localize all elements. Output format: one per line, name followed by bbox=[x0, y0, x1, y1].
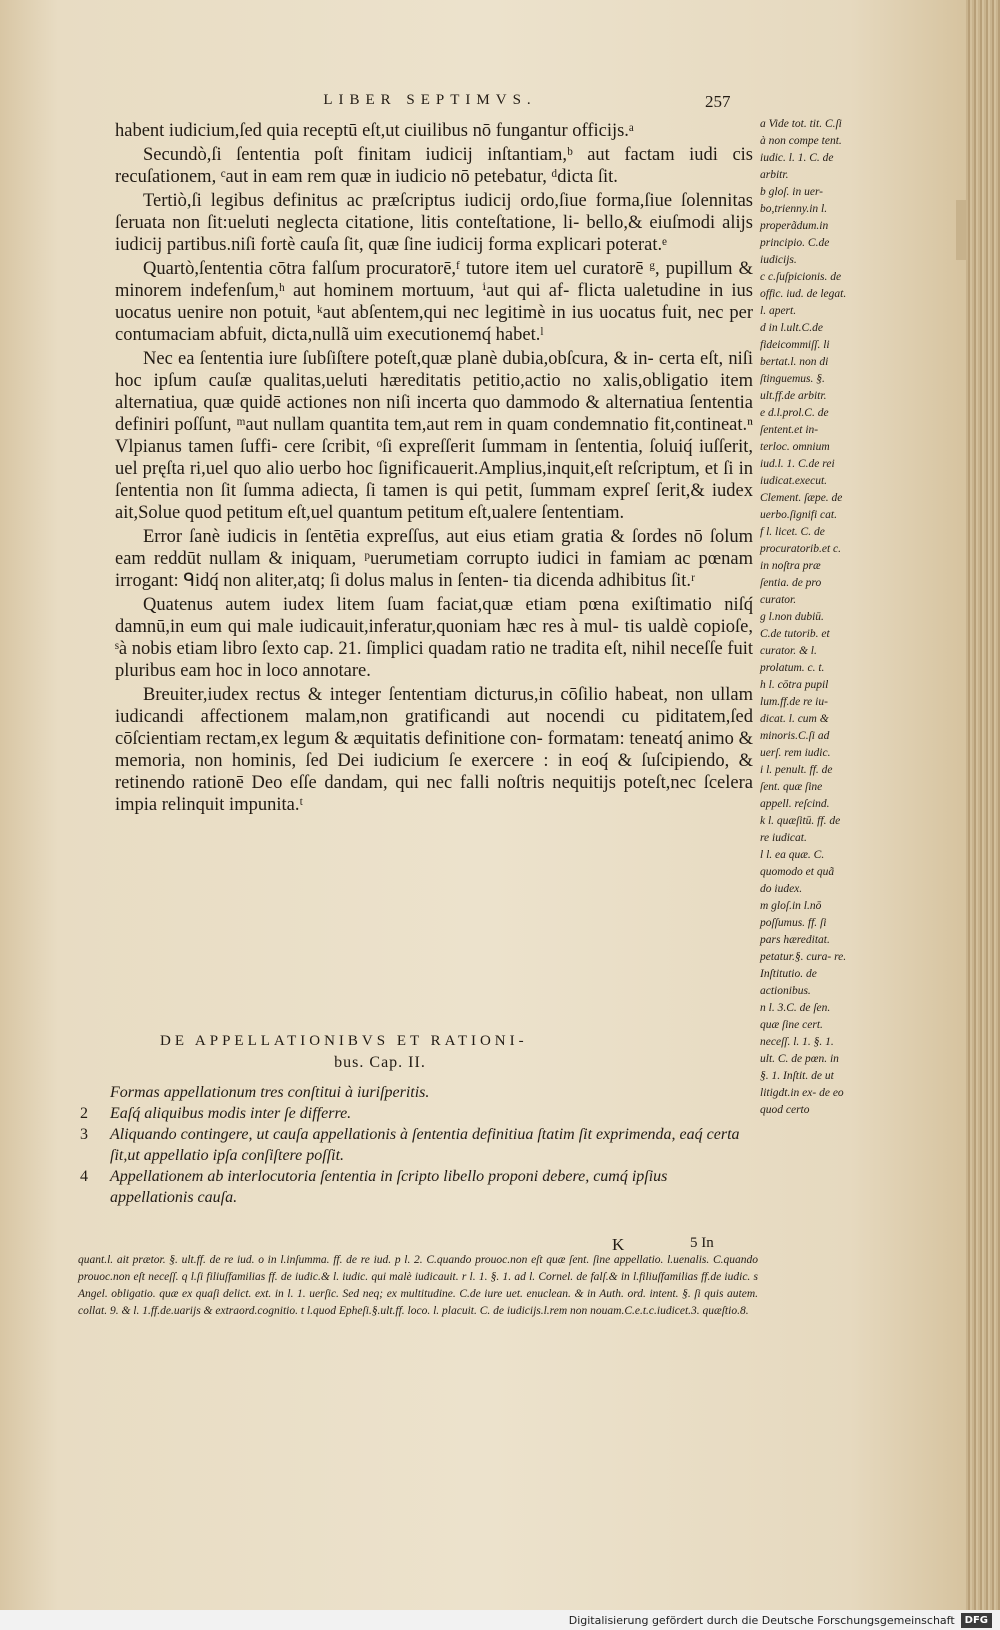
paragraph: Breuiter,iudex rectus & integer ſententiam dicturus,in cōſilio habeat, non ullam iudicandi affectionem malam,non gratificandi aut nocendi cu piditatem,ſed cōſcientiam rectam,ex legum & æquitatis definitione con- formatam: teneatq́ animo & memoria, non hominis, ſed Dei iudicium ſe exercere : in eoq́ & ſuſcipiendo, & retinendo rationē Deo eſſe dandam, qui nec falli noſtris nequitijs poteſt,nec ſcelera impia relinquit impunita.ᵗ bbox=[115, 685, 753, 815]
summary-number: 3 bbox=[80, 1126, 88, 1143]
summary-number: 4 bbox=[80, 1168, 88, 1185]
paragraph: Nec ea ſententia iure ſubſiſtere poteſt,quæ planè dubia,obſcura, & in- certa eſt, niſi hoc ipſum cauſæ qualitas,ueluti hæreditatis petitio,actio no xalis,obligatio item alternatiua, quæ quidē actiones non niſi incerta quo dammodo & alternatiua ſententia definiri poſſunt, ᵐaut nullam quantita tem,aut rem in quam condemnatio fit,contineat.ⁿ Vlpianus tamen ſuffi- cere ſcribit, ᵒſi expreſſerit ſummam in ſententia, ſoluiq́ iuſſerit, uel pręſta ri,uel quo alio uerbo hoc ſignificauerit.Amplius,inquit,eſt reſcriptum, et ſi in ſententia non ſit ſumma adiecta, ſi tamen is qui petit, ſummam expreſ ſerit,& iudex ait,Solue quod petitum eſt,uel quantum petitum eſt,ualere ſententiam. bbox=[115, 349, 753, 523]
margin-note: m gloſ.in l.nō poſſumus. ff. ſi pars hæreditat. petatur.§. cura- re. Inſtitutio. de actionibus. bbox=[760, 900, 847, 997]
margin-note: c c.ſuſpicionis. de offic. iud. de legat. l. apert. bbox=[760, 271, 847, 317]
paragraph: habent iudicium,ſed quia receptū eſt,ut ciuilibus nō fungantur officijs.ᵃ bbox=[115, 121, 634, 141]
paragraph: Tertiò,ſi legibus definitus ac præſcriptus iudicij ordo,ſiue forma,ſiue ſolennitas ſeruata non ſit:ueluti neglecta citatione, litis conteſtatione, li- bello,& eiuſmodi alijs iudicij partibus.niſi fortè cauſa ſit, quæ ſine iudicij forma explicari poterat.ᵉ bbox=[115, 191, 753, 255]
main-text bbox=[115, 120, 753, 818]
dfg-logo: DFG bbox=[961, 1613, 992, 1628]
catchword: 5 In bbox=[690, 1235, 714, 1251]
margin-note: g l.non dubiū. C.de tutorib. et curator. & l. prolatum. c. t. bbox=[760, 611, 830, 674]
page-edge bbox=[966, 0, 1000, 1610]
folio-number: 257 bbox=[705, 92, 731, 111]
chapter-heading-line2: bus. Cap. II. bbox=[334, 1054, 426, 1071]
summary-item bbox=[80, 1103, 752, 1124]
margin-note: i l. penult. ff. de ſent. quæ ſine appell. reſcind. bbox=[760, 764, 833, 810]
paragraph: Secundò,ſi ſententia poſt finitam iudicij inſtantiam,ᵇ aut factam iudi cis recuſationem, ᶜaut in eam rem quæ in iudicio nō petebatur, ᵈdicta ſit. bbox=[115, 145, 753, 187]
margin-note: d in l.ult.C.de fideicommiſſ. li bertat.l. non di ſtinguemus. §. ult.ff.de arbitr. bbox=[760, 322, 830, 402]
margin-note: f l. licet. C. de procuratorib.et c. in noſtra præ ſentia. de pro curator. bbox=[760, 526, 842, 606]
summary-text: Eaſq́ aliquibus modis inter ſe differre. bbox=[110, 1105, 352, 1122]
paragraph: Quartò,ſententia cōtra falſum procuratorē,ᶠ tutore item uel curatorē ᵍ, pupillum & minorem indefenſum,ʰ aut hominem mortuum, ⁱaut qui af- flicta ualetudine in ius uocatus uenire non potuit, ᵏaut abſentem,qui nec legitimè in ius uocatus fuit, nec per contumaciam abfuit, dicta,nullã uim executionemq́ habet.ˡ bbox=[115, 259, 753, 345]
running-title: LIBER SEPTIMVS. bbox=[323, 92, 537, 108]
summary-number bbox=[80, 1082, 110, 1103]
summary-item bbox=[80, 1124, 752, 1166]
margin-note: b gloſ. in uer- bo,trienny.in l. properãdum.in principio. C.de iudicijs. bbox=[760, 186, 830, 266]
summary-text: Formas appellationum tres conſtitui à iuriſperitis. bbox=[110, 1084, 430, 1101]
summary-item bbox=[80, 1082, 752, 1103]
summary-item bbox=[80, 1166, 752, 1208]
chapter-heading-line1: DE APPELLATIONIBVS ET RATIONI- bbox=[160, 1033, 528, 1049]
summary-number: 2 bbox=[80, 1105, 88, 1122]
margin-note: h l. cōtra pupil lum.ff.de re iu- dicat. l. cum & minoris.C.ſi ad uerſ. rem iudic. bbox=[760, 679, 831, 759]
chapter-heading bbox=[160, 1030, 720, 1074]
margin-note: n l. 3.C. de ſen. quæ ſine cert. neceſſ. l. 1. §. 1. ult. C. de pœn. in §. 1. Inſtit. de ut litigdt.in ex- de eo quod certo bbox=[760, 1002, 844, 1116]
paragraph: Quatenus autem iudex litem ſuam faciat,quæ etiam pœna exiſtimatio niſq́ damnū,in eum qui male iudicauit,inferatur,quoniam hæc res à mul- tis ualdè copioſe, ˢà nobis etiam libro ſexto cap. 21. ſimplici quadam ratio ne tradita eſt, nihil neceſſe fuit pluribus eam hoc in loco annotare. bbox=[115, 595, 753, 681]
digitization-footer bbox=[0, 1610, 1000, 1630]
chapter-summary bbox=[80, 1082, 752, 1208]
signature-mark: K bbox=[612, 1235, 625, 1254]
summary-text: Aliquando contingere, ut cauſa appellationis à ſententia definitiua ſtatim ſit exprimenda, eaq́ certa ſit,ut appellatio ipſa conſiſtere poſſit. bbox=[110, 1126, 740, 1164]
footnotes bbox=[78, 1252, 758, 1320]
margin-note: a Vide tot. tit. C.ſi à non compe tent. iudic. l. 1. C. de arbitr. bbox=[760, 118, 842, 181]
margin-notes bbox=[760, 116, 848, 1119]
paragraph: Error ſanè iudicis in ſentētia expreſſus, aut eius etiam gratia & ſordes nō ſolum eam reddūt nullam & iniquam, ᵖuerumetiam corrupto iudici in famiam ac pœnam irrogant: ᑫidq́ non aliter,atq; ſi dolus malus in ſenten- tia dicenda adhibitus ſit.ʳ bbox=[115, 527, 753, 591]
margin-note: k l. quæſitū. ff. de re iudicat. bbox=[760, 815, 841, 844]
margin-note: e d.l.prol.C. de ſentent.et in- terloc. omnium iud.l. 1. C.de rei iudicat.execut. Clement. ſæpe. de uerbo.ſignifi cat. bbox=[760, 407, 843, 521]
digitization-notice: Digitalisierung gefördert durch die Deutsche Forschungsgemeinschaft bbox=[568, 1613, 955, 1627]
page-tab bbox=[956, 200, 966, 260]
summary-text: Appellationem ab interlocutoria ſententia in ſcripto libello proponi debere, cumq́ ipſius appellationis cauſa. bbox=[110, 1168, 668, 1206]
margin-note: l l. ea quæ. C. quomodo et quã do iudex. bbox=[760, 849, 835, 895]
footnote-text: quant.l. ait prætor. §. ult.ff. de re iud. o in l.inſumma. ff. de re iud. p l. 2. C.quando prouoc.non eſt quæ ſent. ſine appellatio. l.uenalis. C.quando prouoc.non eſt neceſſ. q l.ſi filiuſfamilias ff. de iudic.& l. iudic. qui malè iudicauit. r l. 1. §. 1. ad l. Cornel. de falſ.& in l.filiuſfamilias ff.de iudic. s Angel. obligatio. quæ ex quaſi delict. ext. in l. 1. uerſic. Sed neq; ex multitudine. C.de iure uet. enuclean. & in Auth. ord. intent. §. ſi quis autem. collat. 9. & l. 1.ff.de.uarijs & extraord.cognitio. t l.quod Epheſi.§.ult.ff. loco. l. placuit. C. de iudicijs.l.rem non nouam.C.e.t.c.iudicet.3. quæſtio.8. bbox=[78, 1254, 758, 1317]
